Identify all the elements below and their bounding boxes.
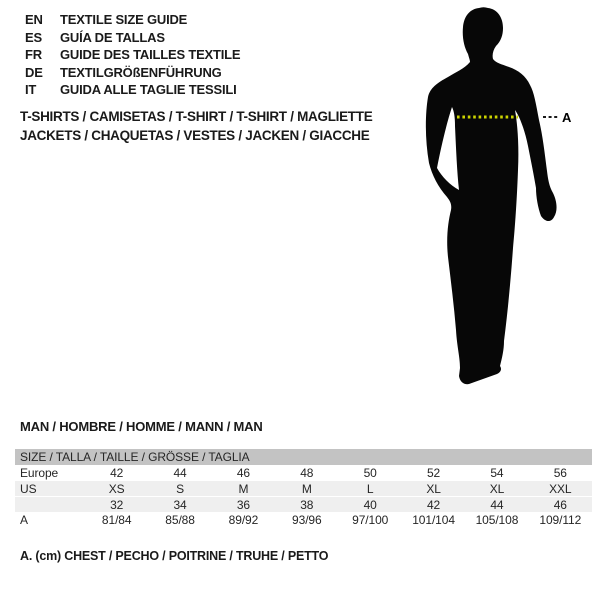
size-cell: 52 [426,465,441,480]
size-cell: 56 [553,465,567,480]
size-cell: XL [489,481,505,496]
row-label: Europe [20,465,59,480]
size-cell: S [176,481,185,496]
size-cell: 89/92 [228,512,259,527]
size-cell: 93/96 [292,512,322,527]
row-label: A [20,512,28,527]
table-row-uk [15,496,592,512]
size-cell: L [366,481,374,496]
language-label: TEXTILGRÖßENFÜHRUNG [60,64,222,80]
size-cell: XL [426,481,441,496]
language-label: GUIDE DES TAILLES TEXTILE [60,47,241,63]
language-code: ES [25,29,42,45]
size-cell: 109/112 [539,512,582,527]
size-cell: 36 [236,497,251,512]
language-label: TEXTILE SIZE GUIDE [60,12,188,28]
size-cell: 42 [426,497,441,512]
size-cell: 38 [300,497,314,512]
language-label: GUIDA ALLE TAGLIE TESSILI [60,82,237,98]
row-label: US [20,481,37,496]
size-cell: 97/100 [352,512,389,527]
size-cell: 85/88 [165,512,195,527]
table-row-a-chest [15,512,592,528]
size-cell: 42 [110,465,124,480]
size-cell: XS [108,481,125,496]
category-line-jackets: JACKETS / CHAQUETAS / VESTES / JACKEN / GIACCHE [20,128,370,143]
size-cell: XXL [549,481,572,496]
section-title-man: MAN / HOMBRE / HOMME / MANN / MAN [20,419,263,434]
language-code: FR [25,47,42,63]
size-cell: 101/104 [412,512,455,527]
table-row-europe [15,465,592,481]
size-cell: M [301,481,312,496]
size-cell: 54 [490,465,504,480]
man-silhouette [426,7,557,384]
language-code: EN [25,12,43,28]
table-row-us [15,481,592,497]
size-cell: 81/84 [101,512,132,527]
size-cell: 44 [490,497,504,512]
size-cell: 40 [363,497,377,512]
measure-label-a: A [562,110,572,125]
size-cell: 46 [553,497,567,512]
measurement-footnote: A. (cm) CHEST / PECHO / POITRINE / TRUHE / PETTO [20,549,329,563]
language-code: IT [25,82,37,98]
table-header: SIZE / TALLA / TAILLE / GRÖSSE / TAGLIA [15,449,592,465]
size-cell: 46 [236,465,251,480]
size-cell: 48 [300,465,314,480]
language-code: DE [25,64,43,80]
size-cell: 34 [173,497,187,512]
size-cell: 44 [173,465,187,480]
size-table [15,449,592,528]
size-cell: 32 [110,497,124,512]
category-line-tshirts: T-SHIRTS / CAMISETAS / T-SHIRT / T-SHIRT / MAGLIETTE [20,109,373,124]
size-cell: 50 [363,465,377,480]
language-label: GUÍA DE TALLAS [60,29,165,45]
size-cell: 105/108 [475,512,519,527]
size-cell: M [238,481,249,496]
